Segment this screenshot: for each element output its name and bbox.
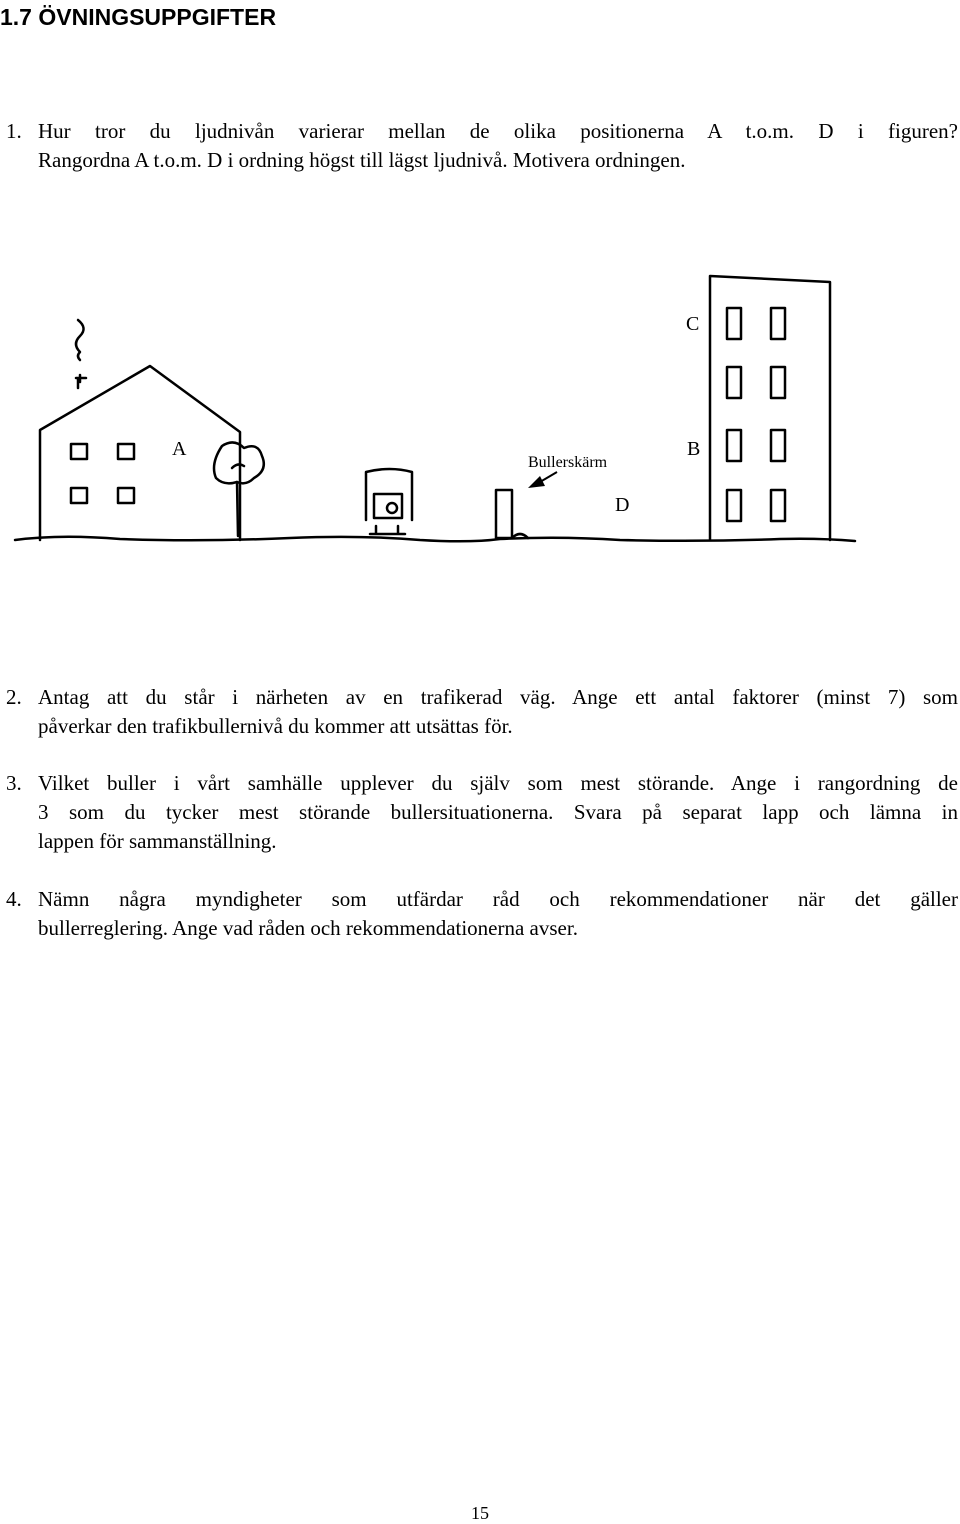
position-b-label: B: [687, 438, 701, 460]
question-3-text: [38, 769, 958, 856]
question-2-number: 2.: [6, 685, 22, 709]
section-heading: 1.7 ÖVNINGSUPPGIFTER: [0, 4, 277, 30]
question-4-number: 4.: [6, 887, 22, 911]
page-number: 15: [471, 1503, 489, 1523]
question-3-line-1: Vilket buller i vårt samhälle upplever du själv som mest störande. Ange i rangordning de: [38, 771, 958, 795]
question-1-text: [38, 117, 958, 175]
question-3-line-3: lappen för sammanställning.: [38, 829, 277, 853]
question-3-number: 3.: [6, 771, 22, 795]
question-2-line-2: påverkar den trafikbullernivå du kommer att utsättas för.: [38, 714, 513, 738]
ground-line: [15, 537, 855, 542]
question-1-line-1: Hur tror du ljudnivån varierar mellan de olika positionerna A t.o.m. D i figuren?: [38, 119, 958, 143]
question-1-number: 1.: [6, 119, 22, 143]
position-a-label: A: [172, 438, 187, 460]
position-c-label: C: [686, 313, 700, 335]
noise-barrier-icon: [496, 490, 528, 538]
position-d-label: D: [615, 494, 630, 516]
truck-icon: [366, 469, 412, 534]
noise-scene-figure: [0, 250, 960, 560]
barrier-arrow-icon: [528, 472, 557, 488]
question-4-line-2: bullerreglering. Ange vad råden och rekommendationerna avser.: [38, 916, 578, 940]
question-1-line-2: Rangordna A t.o.m. D i ordning högst till lägst ljudnivå. Motivera ordningen.: [38, 148, 686, 172]
question-2-text: [38, 683, 958, 741]
apartment-building-icon: [710, 276, 830, 540]
question-4-line-1: Nämn några myndigheter som utfärdar råd och rekommendationer när det gäller: [38, 887, 958, 911]
question-2-line-1: Antag att du står i närheten av en trafikerad väg. Ange ett antal faktorer (minst 7) som: [38, 685, 958, 709]
house-icon: [40, 320, 240, 540]
question-4-text: [38, 885, 958, 943]
barrier-label: Bullerskärm: [528, 454, 608, 471]
question-3-line-2: 3 som du tycker mest störande bullersituationerna. Svara på separat lapp och lämna in: [38, 800, 958, 824]
